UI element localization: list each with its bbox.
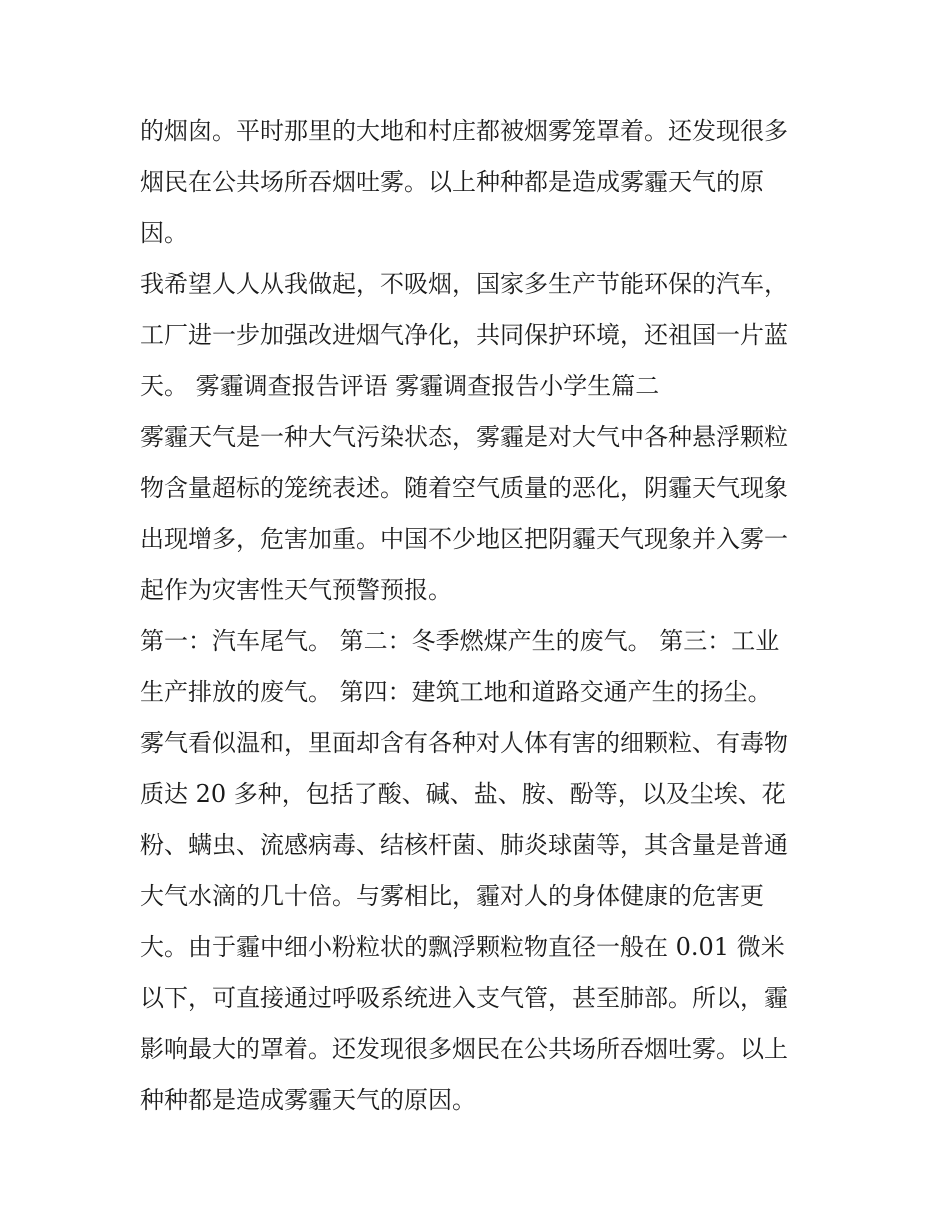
text-line-3: 因。 (140, 219, 188, 247)
section-heading-line: 天。 雾霾调查报告评语 雾霾调查报告小学生篇二 (140, 372, 660, 400)
text-line-4: 我希望人人从我做起，不吸烟，国家多生产节能环保的汽车， (140, 270, 788, 298)
text-line-5: 工厂进一步加强改进烟气净化，共同保护环境，还祖国一片蓝 (140, 321, 788, 349)
text-line-11: 第一：汽车尾气。 第二：冬季燃煤产生的废气。 第三：工业 (140, 627, 780, 655)
text-line-9: 出现增多，危害加重。中国不少地区把阴霾天气现象并入雾一 (140, 525, 788, 553)
text-line-7: 雾霾天气是一种大气污染状态，雾霾是对大气中各种悬浮颗粒 (140, 423, 788, 451)
text-line-14: 质达 20 多种，包括了酸、碱、盐、胺、酚等，以及尘埃、花 (140, 780, 786, 808)
text-line-16: 大气水滴的几十倍。与雾相比，霾对人的身体健康的危害更 (140, 882, 764, 910)
text-line-2: 烟民在公共场所吞烟吐雾。以上种种都是造成雾霾天气的原 (140, 168, 764, 196)
text-line-20: 种种都是造成雾霾天气的原因。 (140, 1086, 476, 1114)
text-line-10: 起作为灾害性天气预警预报。 (140, 576, 452, 604)
text-line-17: 大。由于霾中细小粉粒状的飘浮颗粒物直径一般在 0.01 微米 (140, 933, 785, 961)
text-line-12: 生产排放的废气。 第四：建筑工地和道路交通产生的扬尘。 (140, 678, 772, 706)
text-line-15: 粉、螨虫、流感病毒、结核杆菌、肺炎球菌等，其含量是普通 (140, 831, 788, 859)
text-line-1: 的烟囱。平时那里的大地和村庄都被烟雾笼罩着。还发现很多 (140, 117, 788, 145)
text-line-19: 影响最大的罩着。还发现很多烟民在公共场所吞烟吐雾。以上 (140, 1035, 788, 1063)
text-line-13: 雾气看似温和，里面却含有各种对人体有害的细颗粒、有毒物 (140, 729, 788, 757)
text-line-8: 物含量超标的笼统表述。随着空气质量的恶化，阴霾天气现象 (140, 474, 788, 502)
document-body (140, 106, 814, 1126)
text-line-18: 以下，可直接通过呼吸系统进入支气管，甚至肺部。所以，霾 (140, 984, 788, 1012)
